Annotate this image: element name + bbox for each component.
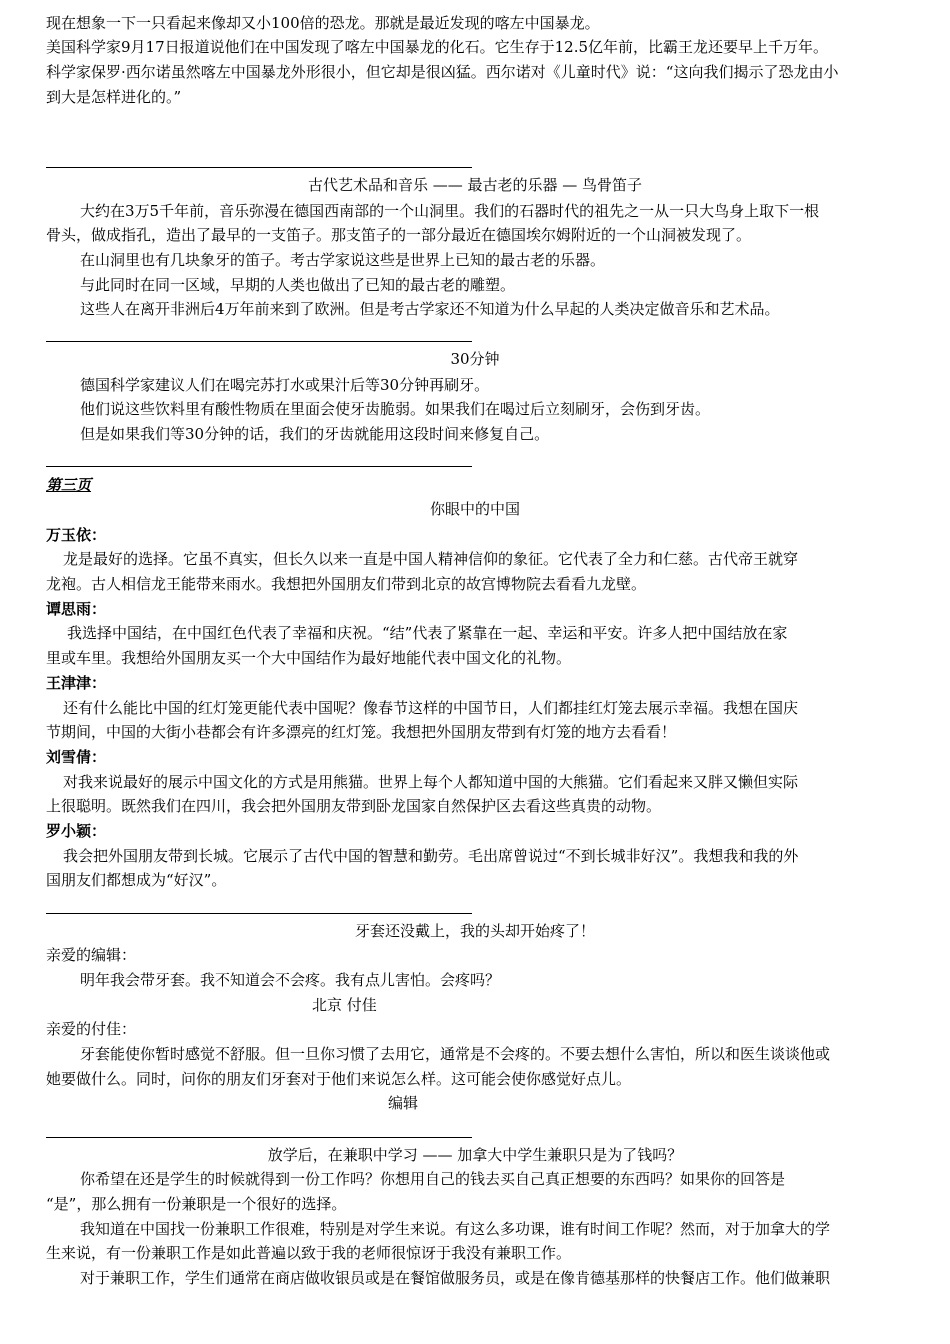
intro-line: 到大是怎样进化的。” (46, 88, 182, 106)
author-name: 谭思雨： (46, 600, 107, 618)
paragraph-line: 你希望在还是学生的时候就得到一份工作吗？你想用自己的钱去买自己真正想要的东西吗？如果你的回答是 (80, 1170, 786, 1188)
paragraph-line: 还有什么能比中国的红灯笼更能代表中国呢？像春节这样的中国节日，人们都挂红灯笼去展示幸福。我想在国庆 (63, 699, 799, 717)
paragraph-line: 牙套能使你暂时感觉不舒服。但一旦你习惯了去用它，通常是不会疼的。不要去想什么害怕，所以和医生谈谈他或 (80, 1045, 831, 1063)
letter-greeting: 亲爱的编辑： (46, 946, 137, 964)
paragraph-line: 这些人在离开非洲后4万年前来到了欧洲。但是考古学家还不知道为什么早起的人类决定做音乐和艺术品。 (80, 300, 780, 318)
paragraph-line: 大约在3万5千年前，音乐弥漫在德国西南部的一个山洞里。我们的石器时代的祖先之一从一只大鸟身上取下一根 (80, 202, 820, 220)
section-divider (46, 341, 472, 342)
paragraph-line: 里或车里。我想给外国朋友买一个大中国结作为最好地能代表中国文化的礼物。 (46, 649, 572, 667)
section-divider (46, 167, 472, 168)
paragraph-line: 龙是最好的选择。它虽不真实，但长久以来一直是中国人精神信仰的象征。它代表了全力和仁慈。古代帝王就穿 (63, 550, 799, 568)
section-title: 你眼中的中国 (429, 500, 520, 518)
paragraph-line: 我选择中国结，在中国红色代表了幸福和庆祝。“结”代表了紧靠在一起、幸运和平安。许多人把中国结放在家 (67, 624, 788, 642)
paragraph-line: 明年我会带牙套。我不知道会不会疼。我有点儿害怕。会疼吗？ (80, 971, 501, 989)
paragraph-line: 她要做什么。同时，问你的朋友们牙套对于他们来说怎么样。这可能会使你感觉好点儿。 (46, 1070, 632, 1088)
section-title: 古代艺术品和音乐 —— 最古老的乐器 — 鸟骨笛子 (307, 176, 643, 194)
paragraph-line: 我知道在中国找一份兼职工作很难，特别是对学生来说。有这么多功课，谁有时间工作呢？然而，对于加拿大的学 (80, 1220, 831, 1238)
author-name: 罗小颖： (46, 822, 107, 840)
paragraph-line: 但是如果我们等30分钟的话，我们的牙齿就能用这段时间来修复自己。 (80, 425, 550, 443)
paragraph-line: 在山洞里也有几块象牙的笛子。考古学家说这些是世界上已知的最古老的乐器。 (80, 251, 606, 269)
paragraph-line: 骨头，做成指孔，造出了最早的一支笛子。那支笛子的一部分最近在德国埃尔姆附近的一个山洞被发现了。 (46, 226, 752, 244)
section-title: 放学后，在兼职中学习 —— 加拿大中学生兼职只是为了钱吗？ (267, 1146, 683, 1164)
paragraph-line: 对我来说最好的展示中国文化的方式是用熊猫。世界上每个人都知道中国的大熊猫。它们看起来又胖又懒但实际 (63, 773, 799, 791)
paragraph-line: 我会把外国朋友带到长城。它展示了古代中国的智慧和勤劳。毛出席曾说过“不到长城非好汉”。我想我和我的外 (63, 847, 799, 865)
author-name: 王津津： (46, 674, 107, 692)
intro-line: 现在想象一下一只看起来像却又小100倍的恐龙。那就是最近发现的喀左中国暴龙。 (46, 14, 600, 32)
page-label: 第三页 (46, 476, 92, 494)
paragraph-line: 德国科学家建议人们在喝完苏打水或果汁后等30分钟再刷牙。 (80, 376, 490, 394)
paragraph-line: 上很聪明。既然我们在四川，我会把外国朋友带到卧龙国家自然保护区去看这些真贵的动物。 (46, 797, 662, 815)
section-divider (46, 466, 472, 467)
paragraph-line: 对于兼职工作，学生们通常在商店做收银员或是在餐馆做服务员，或是在像肯德基那样的快餐店工作。他们做兼职 (80, 1269, 831, 1287)
author-name: 刘雪倩： (46, 748, 107, 766)
paragraph-line: 节期间，中国的大街小巷都会有许多漂亮的红灯笼。我想把外国朋友带到有灯笼的地方去看看！ (46, 723, 677, 741)
paragraph-line: 生来说，有一份兼职工作是如此普遍以致于我的老师很惊讶于我没有兼职工作。 (46, 1244, 572, 1262)
paragraph-line: 与此同时在同一区域，早期的人类也做出了已知的最古老的雕塑。 (80, 276, 516, 294)
letter-greeting: 亲爱的付佳： (46, 1020, 137, 1038)
section-divider (46, 1137, 472, 1138)
paragraph-line: 国朋友们都想成为“好汉”。 (46, 871, 227, 889)
letter-signature: 编辑 (388, 1094, 419, 1112)
paragraph-line: 龙袍。古人相信龙王能带来雨水。我想把外国朋友们带到北京的故宫博物院去看看九龙壁。 (46, 575, 647, 593)
paragraph-line: “是”，那么拥有一份兼职是一个很好的选择。 (46, 1195, 347, 1213)
author-name: 万玉依： (46, 526, 107, 544)
intro-line: 科学家保罗·西尔诺虽然喀左中国暴龙外形很小，但它却是很凶猛。西尔诺对《儿童时代》说：“这向我们揭示了恐龙由小 (46, 63, 839, 81)
letter-signature: 北京 付佳 (312, 996, 377, 1014)
section-title: 30分钟 (450, 350, 500, 368)
intro-line: 美国科学家9月17日报道说他们在中国发现了喀左中国暴龙的化石。它生存于12.5亿年前，比霸王龙还要早上千万年。 (46, 38, 829, 56)
section-title: 牙套还没戴上，我的头却开始疼了！ (354, 922, 595, 940)
paragraph-line: 他们说这些饮料里有酸性物质在里面会使牙齿脆弱。如果我们在喝过后立刻刷牙，会伤到牙齿。 (80, 400, 711, 418)
section-divider (46, 913, 472, 914)
